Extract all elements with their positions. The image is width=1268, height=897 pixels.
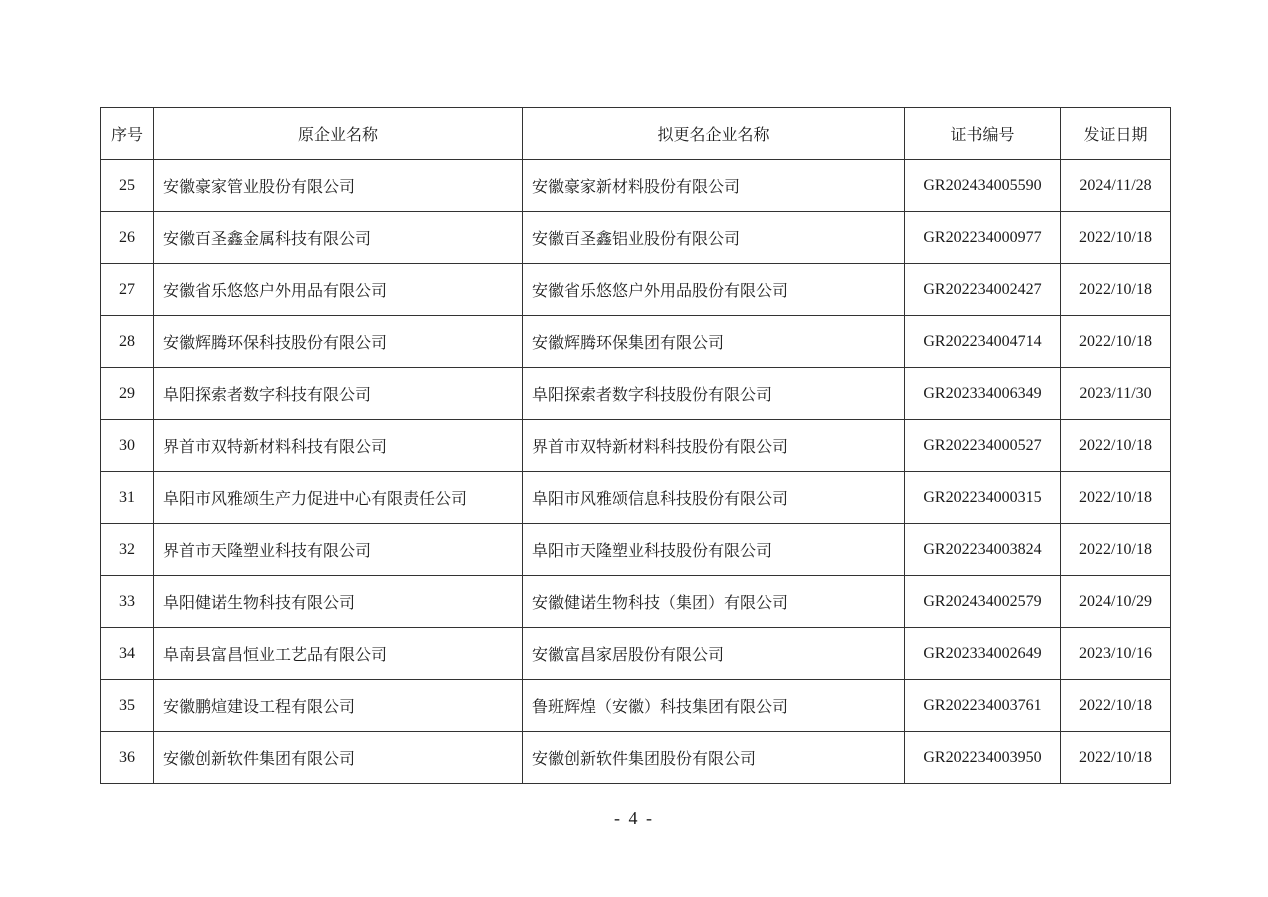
cell-certificate-no: GR202434005590 xyxy=(905,160,1061,212)
cell-issue-date: 2023/11/30 xyxy=(1061,368,1171,420)
cell-new-name: 安徽健诺生物科技（集团）有限公司 xyxy=(523,576,905,628)
header-row xyxy=(101,108,1171,160)
cell-index: 33 xyxy=(101,576,154,628)
table-row xyxy=(101,524,1171,576)
cell-certificate-no: GR202234004714 xyxy=(905,316,1061,368)
cell-certificate-no: GR202234000977 xyxy=(905,212,1061,264)
cell-original-name: 安徽鹏煊建设工程有限公司 xyxy=(154,680,523,732)
cell-certificate-no: GR202334002649 xyxy=(905,628,1061,680)
table-row xyxy=(101,472,1171,524)
cell-index: 27 xyxy=(101,264,154,316)
cell-original-name: 界首市天隆塑业科技有限公司 xyxy=(154,524,523,576)
cell-new-name: 安徽辉腾环保集团有限公司 xyxy=(523,316,905,368)
cell-original-name: 安徽辉腾环保科技股份有限公司 xyxy=(154,316,523,368)
table-row xyxy=(101,420,1171,472)
cell-new-name: 安徽豪家新材料股份有限公司 xyxy=(523,160,905,212)
cell-index: 36 xyxy=(101,732,154,784)
cell-original-name: 安徽百圣鑫金属科技有限公司 xyxy=(154,212,523,264)
cell-index: 31 xyxy=(101,472,154,524)
cell-issue-date: 2022/10/18 xyxy=(1061,680,1171,732)
cell-original-name: 阜阳健诺生物科技有限公司 xyxy=(154,576,523,628)
table-row xyxy=(101,680,1171,732)
cell-original-name: 安徽豪家管业股份有限公司 xyxy=(154,160,523,212)
table-row xyxy=(101,160,1171,212)
table-row xyxy=(101,628,1171,680)
header-new-name: 拟更名企业名称 xyxy=(523,108,905,160)
page-number: - 4 - xyxy=(614,808,654,828)
cell-index: 28 xyxy=(101,316,154,368)
header-original-name: 原企业名称 xyxy=(154,108,523,160)
cell-issue-date: 2022/10/18 xyxy=(1061,732,1171,784)
cell-certificate-no: GR202334006349 xyxy=(905,368,1061,420)
cell-issue-date: 2022/10/18 xyxy=(1061,264,1171,316)
cell-new-name: 阜阳市天隆塑业科技股份有限公司 xyxy=(523,524,905,576)
cell-new-name: 界首市双特新材料科技股份有限公司 xyxy=(523,420,905,472)
table-row xyxy=(101,264,1171,316)
cell-certificate-no: GR202434002579 xyxy=(905,576,1061,628)
cell-original-name: 界首市双特新材料科技有限公司 xyxy=(154,420,523,472)
cell-new-name: 安徽创新软件集团股份有限公司 xyxy=(523,732,905,784)
cell-certificate-no: GR202234002427 xyxy=(905,264,1061,316)
table-row xyxy=(101,316,1171,368)
cell-original-name: 安徽省乐悠悠户外用品有限公司 xyxy=(154,264,523,316)
cell-issue-date: 2022/10/18 xyxy=(1061,524,1171,576)
cell-issue-date: 2024/10/29 xyxy=(1061,576,1171,628)
table-row xyxy=(101,732,1171,784)
cell-index: 26 xyxy=(101,212,154,264)
cell-original-name: 阜南县富昌恒业工艺品有限公司 xyxy=(154,628,523,680)
cell-certificate-no: GR202234003824 xyxy=(905,524,1061,576)
cell-issue-date: 2024/11/28 xyxy=(1061,160,1171,212)
cell-new-name: 阜阳市风雅颂信息科技股份有限公司 xyxy=(523,472,905,524)
cell-original-name: 阜阳探索者数字科技有限公司 xyxy=(154,368,523,420)
cell-certificate-no: GR202234000315 xyxy=(905,472,1061,524)
cell-issue-date: 2022/10/18 xyxy=(1061,420,1171,472)
cell-index: 25 xyxy=(101,160,154,212)
cell-index: 32 xyxy=(101,524,154,576)
cell-new-name: 安徽富昌家居股份有限公司 xyxy=(523,628,905,680)
table-header xyxy=(101,108,1171,160)
cell-index: 34 xyxy=(101,628,154,680)
cell-certificate-no: GR202234000527 xyxy=(905,420,1061,472)
cell-new-name: 鲁班辉煌（安徽）科技集团有限公司 xyxy=(523,680,905,732)
header-certificate-no: 证书编号 xyxy=(905,108,1061,160)
cell-index: 30 xyxy=(101,420,154,472)
table-row xyxy=(101,576,1171,628)
table-row xyxy=(101,212,1171,264)
cell-new-name: 安徽百圣鑫铝业股份有限公司 xyxy=(523,212,905,264)
cell-issue-date: 2022/10/18 xyxy=(1061,316,1171,368)
header-index: 序号 xyxy=(101,108,154,160)
cell-new-name: 阜阳探索者数字科技股份有限公司 xyxy=(523,368,905,420)
cell-index: 29 xyxy=(101,368,154,420)
cell-certificate-no: GR202234003761 xyxy=(905,680,1061,732)
company-rename-table xyxy=(100,107,1171,784)
cell-original-name: 安徽创新软件集团有限公司 xyxy=(154,732,523,784)
cell-issue-date: 2022/10/18 xyxy=(1061,472,1171,524)
table-body xyxy=(101,160,1171,784)
cell-index: 35 xyxy=(101,680,154,732)
cell-certificate-no: GR202234003950 xyxy=(905,732,1061,784)
cell-issue-date: 2023/10/16 xyxy=(1061,628,1171,680)
table-row xyxy=(101,368,1171,420)
cell-issue-date: 2022/10/18 xyxy=(1061,212,1171,264)
header-issue-date: 发证日期 xyxy=(1061,108,1171,160)
cell-original-name: 阜阳市风雅颂生产力促进中心有限责任公司 xyxy=(154,472,523,524)
cell-new-name: 安徽省乐悠悠户外用品股份有限公司 xyxy=(523,264,905,316)
